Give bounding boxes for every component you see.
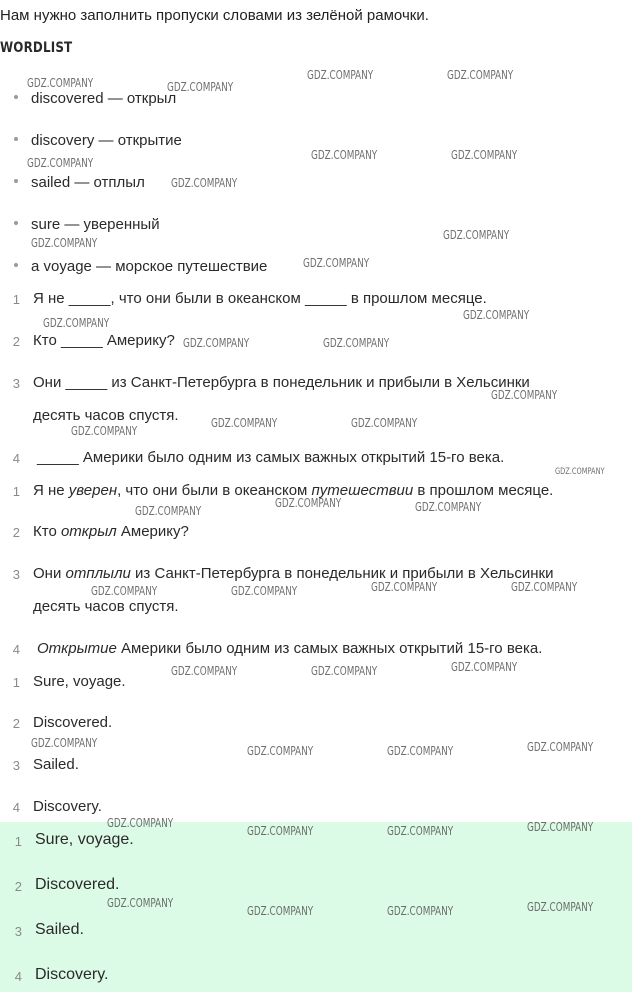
watermark: GDZ.COMPANY	[211, 416, 278, 430]
green-answer: Sailed.	[35, 921, 84, 938]
answer-line-3: Они отплыли из Санкт-Петербурга в понедельник и прибыли в Хельсинки	[33, 565, 554, 582]
watermark: GDZ.COMPANY	[387, 824, 454, 838]
watermark: GDZ.COMPANY	[183, 336, 250, 350]
watermark: GDZ.COMPANY	[491, 388, 558, 402]
bullet-icon	[14, 95, 18, 99]
answer-line-3-cont: десять часов спустя.	[33, 598, 179, 615]
wordlist-item: discovery — открытие	[14, 132, 182, 149]
item-number: 3	[14, 924, 22, 939]
watermark: GDZ.COMPANY	[275, 496, 342, 510]
watermark: GDZ.COMPANY	[27, 156, 94, 170]
wordlist-item: sailed — отплыл	[14, 174, 145, 191]
bullet-icon	[14, 179, 18, 183]
item-number: 2	[12, 525, 20, 540]
watermark: GDZ.COMPANY	[463, 308, 530, 322]
item-number: 4	[14, 969, 22, 984]
intro-text: Нам нужно заполнить пропуски словами из зелёной рамочки.	[0, 7, 429, 24]
watermark: GDZ.COMPANY	[307, 68, 374, 82]
bullet-icon	[14, 221, 18, 225]
bullet-icon	[14, 137, 18, 141]
watermark: GDZ.COMPANY	[311, 664, 378, 678]
watermark: GDZ.COMPANY	[527, 820, 594, 834]
item-number: 1	[12, 484, 20, 499]
wordlist-item: a voyage — морское путешествие	[14, 258, 267, 275]
green-answer: Discovery.	[35, 966, 109, 983]
watermark: GDZ.COMPANY	[27, 76, 94, 90]
watermark: GDZ.COMPANY	[135, 504, 202, 518]
wordlist-item: sure — уверенный	[14, 216, 160, 233]
watermark: GDZ.COMPANY	[171, 664, 238, 678]
short-answer: Discovery.	[33, 798, 102, 815]
item-number: 1	[12, 292, 20, 307]
watermark: GDZ.COMPANY	[311, 148, 378, 162]
item-number: 3	[12, 376, 20, 391]
watermark: GDZ.COMPANY	[43, 316, 110, 330]
exercise-line-1: Я не _____, что они были в океанском _____ в прошлом месяце.	[33, 290, 487, 307]
watermark: GDZ.COMPANY	[387, 744, 454, 758]
short-answer: Discovered.	[33, 714, 113, 731]
watermark: GDZ.COMPANY	[247, 824, 314, 838]
wordlist-title: WORDLIST	[0, 40, 73, 56]
answer-line-1: Я не уверен, что они были в океанском путешествии в прошлом месяце.	[33, 482, 554, 499]
item-number: 2	[14, 879, 22, 894]
green-answer: Discovered.	[35, 876, 120, 893]
watermark: GDZ.COMPANY	[31, 736, 98, 750]
item-number: 1	[12, 675, 20, 690]
watermark: GDZ.COMPANY	[31, 236, 98, 250]
watermark: GDZ.COMPANY	[451, 148, 518, 162]
exercise-line-2: Кто _____ Америку?	[33, 332, 175, 349]
exercise-line-4: _____ Америки было одним из самых важных открытий 15-го века.	[37, 449, 505, 466]
exercise-line-3: Они _____ из Санкт-Петербурга в понедельник и прибыли в Хельсинки	[33, 374, 530, 391]
watermark: GDZ.COMPANY	[447, 68, 514, 82]
watermark: GDZ.COMPANY	[167, 80, 234, 94]
watermark: GDZ.COMPANY	[247, 744, 314, 758]
watermark: GDZ.COMPANY	[443, 228, 510, 242]
item-number: 1	[14, 834, 22, 849]
watermark: GDZ.COMPANY	[451, 660, 518, 674]
watermark: GDZ.COMPANY	[71, 424, 138, 438]
bullet-icon	[14, 263, 18, 267]
watermark: GDZ.COMPANY	[247, 904, 314, 918]
short-answer: Sailed.	[33, 756, 79, 773]
watermark: GDZ.COMPANY	[107, 896, 174, 910]
answer-line-2: Кто открыл Америку?	[33, 523, 189, 540]
watermark: GDZ.COMPANY	[171, 176, 238, 190]
watermark: GDZ.COMPANY	[527, 740, 594, 754]
item-number: 4	[12, 800, 20, 815]
item-number: 3	[12, 567, 20, 582]
watermark: GDZ.COMPANY	[415, 500, 482, 514]
item-number: 2	[12, 716, 20, 731]
watermark: GDZ.COMPANY	[231, 584, 298, 598]
watermark: GDZ.COMPANY	[511, 580, 578, 594]
watermark: GDZ.COMPANY	[527, 900, 594, 914]
short-answer: Sure, voyage.	[33, 673, 126, 690]
watermark: GDZ.COMPANY	[387, 904, 454, 918]
wordlist-item: discovered — открыл	[14, 90, 176, 107]
item-number: 3	[12, 758, 20, 773]
green-answer: Sure, voyage.	[35, 831, 134, 848]
watermark: GDZ.COMPANY	[371, 580, 438, 594]
watermark: GDZ.COMPANY	[303, 256, 370, 270]
watermark: GDZ.COMPANY	[107, 816, 174, 830]
watermark: GDZ.COMPANY	[351, 416, 418, 430]
watermark: GDZ.COMPANY	[323, 336, 390, 350]
exercise-line-3-cont: десять часов спустя.	[33, 407, 179, 424]
item-number: 4	[12, 451, 20, 466]
watermark: GDZ.COMPANY	[91, 584, 158, 598]
item-number: 2	[12, 334, 20, 349]
item-number: 4	[12, 642, 20, 657]
watermark: GDZ.COMPANY	[555, 467, 605, 477]
answer-line-4: Открытие Америки было одним из самых важных открытий 15-го века.	[37, 640, 543, 657]
